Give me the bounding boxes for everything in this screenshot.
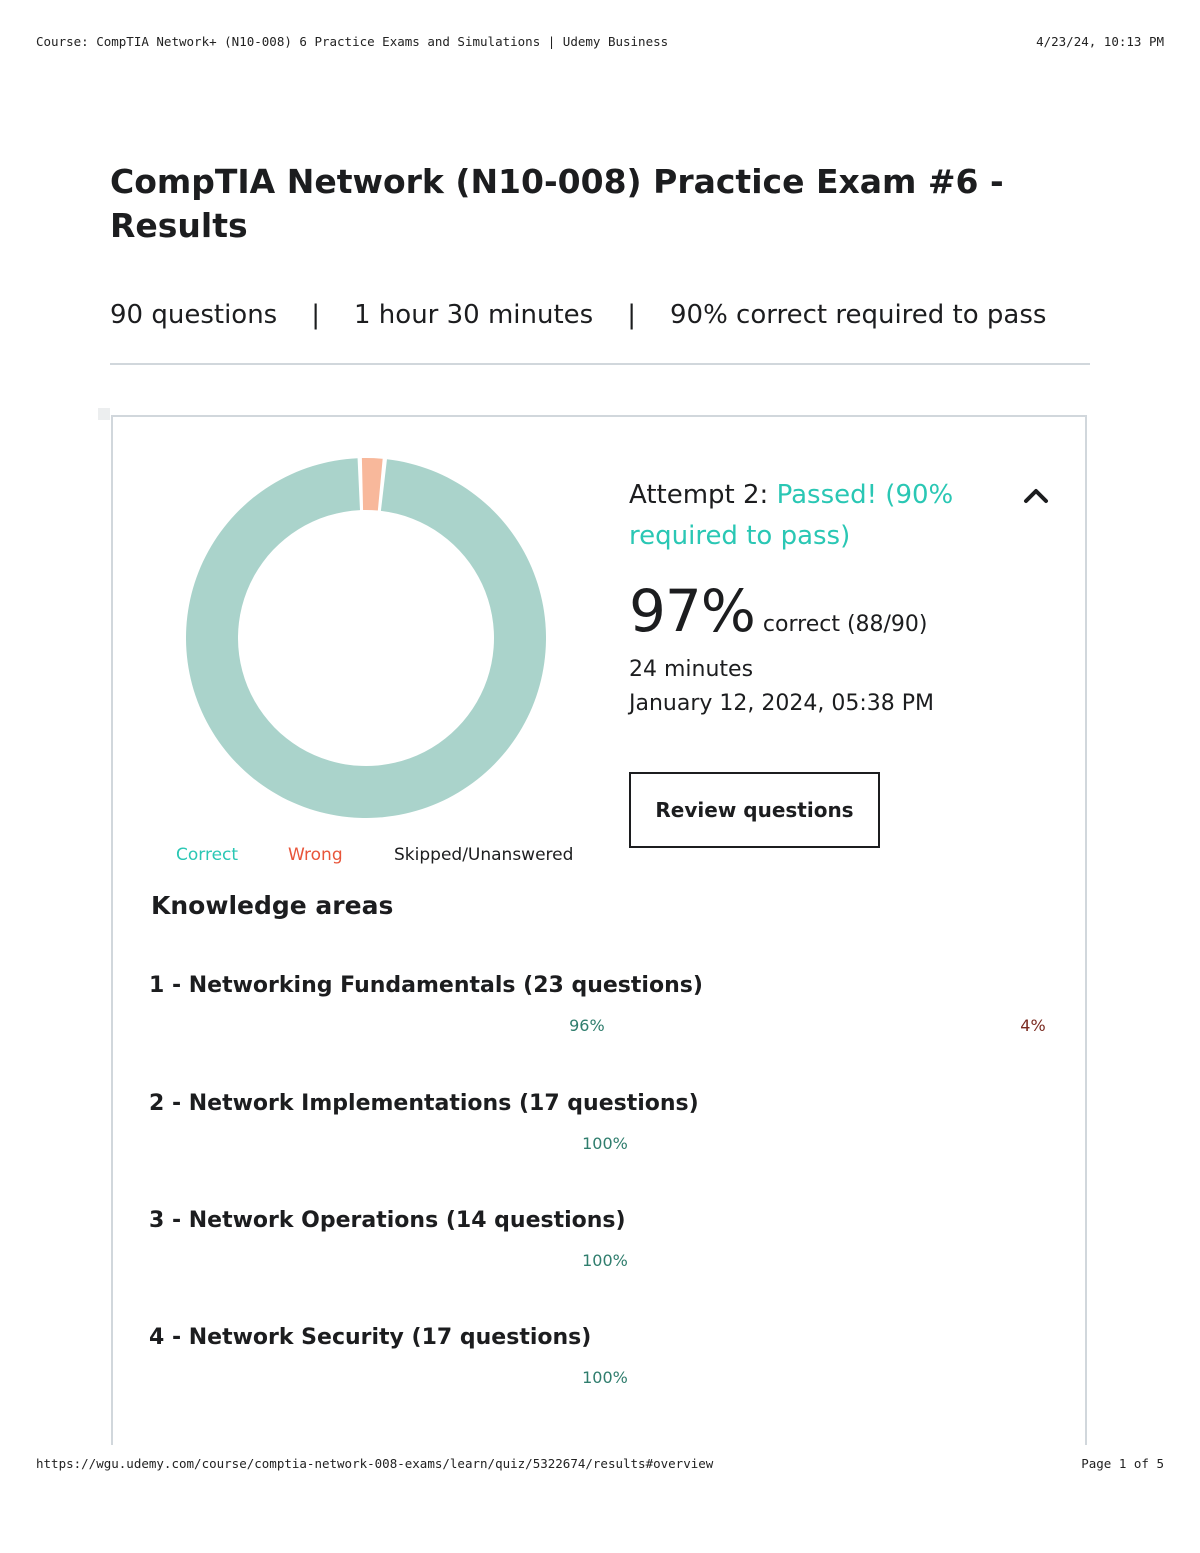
print-footer <box>36 1456 1164 1471</box>
exam-meta <box>110 300 1090 330</box>
collapse-attempt-button[interactable] <box>1019 479 1053 513</box>
knowledge-area-title: 2 - Network Implementations (17 questions) <box>149 1091 699 1116</box>
print-header-datetime: 4/23/24, 10:13 PM <box>1036 34 1164 49</box>
knowledge-area-item <box>113 973 1089 1063</box>
attempt-date: January 12, 2024, 05:38 PM <box>629 691 934 716</box>
attempt-heading <box>629 475 979 557</box>
knowledge-area-correct-pct: 100% <box>582 1368 628 1387</box>
knowledge-area-correct-pct: 100% <box>582 1134 628 1153</box>
score-percentage: 97% <box>629 577 755 645</box>
page-title: CompTIA Network (N10-008) Practice Exam #6 - Results <box>110 162 1004 245</box>
review-questions-button[interactable]: Review questions <box>629 772 880 848</box>
attempt-label: Attempt 2: <box>629 480 769 510</box>
donut-slice-wrong <box>356 457 383 512</box>
print-footer-page: Page 1 of 5 <box>1081 1456 1164 1471</box>
knowledge-area-title: 1 - Networking Fundamentals (23 questions) <box>149 973 703 998</box>
knowledge-area-correct-pct: 96% <box>569 1016 605 1035</box>
knowledge-area-item <box>113 1208 1089 1298</box>
knowledge-area-item <box>113 1325 1089 1415</box>
knowledge-area-wrong-pct: 4% <box>1020 1016 1046 1035</box>
exam-duration: 1 hour 30 minutes <box>354 300 594 330</box>
attempt-time-taken: 24 minutes <box>629 657 754 682</box>
print-header-title: Course: CompTIA Network+ (N10-008) 6 Practice Exams and Simulations | Udemy Business <box>36 34 669 49</box>
knowledge-area-correct-pct: 100% <box>582 1251 628 1270</box>
print-footer-url: https://wgu.udemy.com/course/comptia-network-008-exams/learn/quiz/5322674/results#overview <box>36 1456 714 1471</box>
score-donut-chart <box>165 437 567 839</box>
legend-wrong: Wrong <box>288 845 343 865</box>
meta-separator: | <box>627 300 636 330</box>
card-corner-mark <box>98 408 110 420</box>
legend-correct: Correct <box>176 845 239 865</box>
exam-pass-requirement: 90% correct required to pass <box>669 300 1047 330</box>
exam-question-count: 90 questions <box>110 300 278 330</box>
results-card <box>111 415 1087 1445</box>
header-divider <box>110 363 1090 365</box>
knowledge-area-title: 4 - Network Security (17 questions) <box>149 1325 592 1350</box>
knowledge-areas-title: Knowledge areas <box>151 891 394 920</box>
score-summary <box>629 577 928 645</box>
chevron-up-icon <box>1019 479 1053 513</box>
knowledge-area-title: 3 - Network Operations (14 questions) <box>149 1208 626 1233</box>
score-detail: correct (88/90) <box>762 612 928 637</box>
legend-skipped: Skipped/Unanswered <box>394 845 574 865</box>
attempt-status: Passed! (90% required to pass) <box>629 480 954 551</box>
print-header <box>36 34 1164 49</box>
knowledge-area-item <box>113 1091 1089 1181</box>
meta-separator: | <box>311 300 320 330</box>
